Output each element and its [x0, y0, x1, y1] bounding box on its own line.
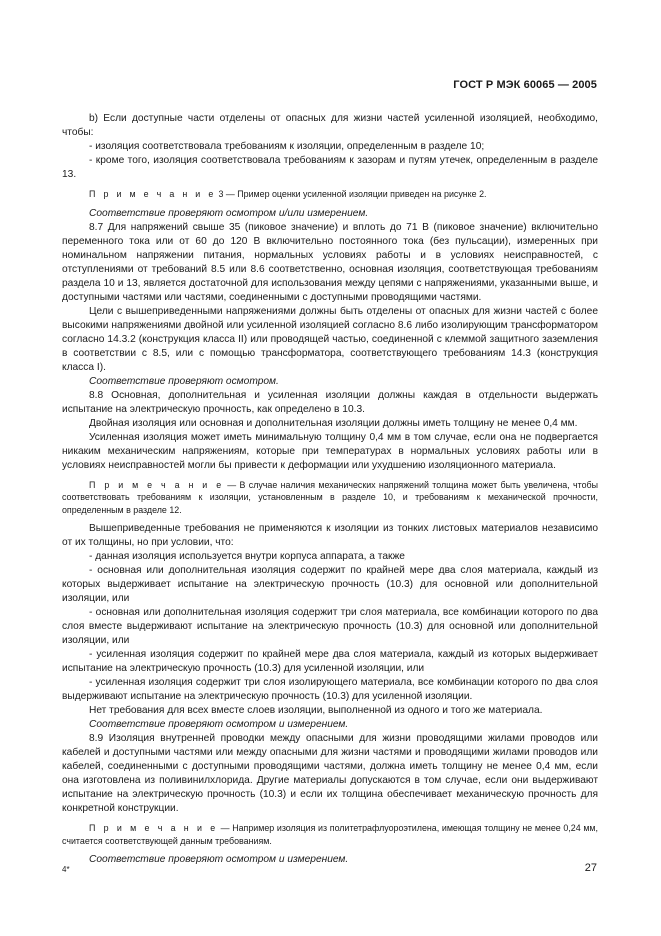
- paragraph: Двойная изоляция или основная и дополнительная изоляции должны иметь толщину не менее 0,4 мм.: [89, 417, 578, 429]
- note-text: — В случае наличия механических напряжений толщина может быть увеличена, чтобы соответствовать требованиям к изоляции, установленным в разделе 10, и требованиям к механической прочности, определенным в разделе 12.: [62, 479, 598, 515]
- note-label: П р и м е ч а н и е: [89, 479, 224, 490]
- paragraph: Нет требования для всех вместе слоев изоляции, выполненной из одного и того же материала.: [89, 705, 543, 716]
- list-item: - усиленная изоляция содержит три слоя изолирующего материала, все комбинации которого по два слоя выдерживают испытание на электрическую прочность (10.3) для усиленной изоляции.: [62, 677, 598, 702]
- note-text: — Например изоляция из политетрафлуороэтилена, имеющая толщину не менее 0,24 мм, считается соответствующей данным требованиям.: [62, 823, 599, 846]
- paragraph: b) Если доступные части отделены от опасных для жизни частей усиленной изоляцией, необходимо, чтобы:: [62, 113, 598, 138]
- list-item: - изоляция соответствовала требованиям к изоляции, определенным в разделе 10;: [89, 141, 485, 152]
- compliance-line: Соответствие проверяют осмотром и измерением.: [89, 854, 349, 865]
- list-item: - основная или дополнительная изоляция содержит по крайней мере два слоя материала, каждый из которых выдерживает испытание на электрическую прочность (10.3) для основной или дополнительной изоляции, или: [62, 565, 598, 604]
- note-text: 3 — Пример оценки усиленной изоляции приведен на рисунке 2.: [218, 189, 487, 199]
- page-number: 27: [584, 862, 597, 874]
- compliance-line: Соответствие проверяют осмотром и/или измерением.: [89, 207, 369, 219]
- note-label: П р и м е ч а н и е: [89, 189, 217, 199]
- compliance-line: Соответствие проверяют осмотром.: [89, 375, 279, 387]
- list-item: - кроме того, изоляция соответствовала требованиям к зазорам и путям утечек, определенным в разделе 13.: [62, 155, 598, 180]
- note: [62, 822, 598, 847]
- document-body: [62, 112, 598, 867]
- note: [62, 188, 598, 201]
- note: [62, 479, 598, 517]
- clause-8-8: 8.8 Основная, дополнительная и усиленная изоляции должны каждая в отдельности выдержать испытание на электрическую прочность, как определено в 10.3.: [62, 389, 598, 415]
- clause-8-9: 8.9 Изоляция внутренней проводки между опасными для жизни проводящими жилами проводов или кабелей и доступными частями или между опасными для жизни частями и проводящими жилами проводов или кабелей, соединенными с доступными проводящими частями, должна иметь толщину не менее 0,4 мм, если она изготовлена из поливинилхлорида. Другие материалы допускаются в том случае, если они выдерживают испытание на электрическую прочность (10.3) и если их толщина обеспечивает механическую прочность для конкретной конструкции.: [62, 733, 598, 814]
- list-item: - данная изоляция используется внутри корпуса аппарата, а также: [89, 551, 405, 562]
- list-item: - основная или дополнительная изоляция содержит три слоя материала, все комбинации которого по два слоя вместе выдерживают испытание на электрическую прочность (10.3) для основной или дополнительной изоляции, или: [62, 607, 598, 646]
- compliance-line: Соответствие проверяют осмотром и измерением.: [89, 719, 349, 730]
- paragraph: Цели с вышеприведенными напряжениями должны быть отделены от опасных для жизни частей с более высокими напряжениями двойной или усиленной изоляцией согласно 8.6 либо изолирующим трансформатором согласно 14.3.2 (конструкция класса II) или проводящей частью, соединенной с клеммой защитного заземления в соответствии с 8.5, или с помощью трансформатора, соответствующего требованиям 14.3 (конструкция класса I).: [62, 305, 598, 373]
- paragraph: Усиленная изоляция может иметь минимальную толщину 0,4 мм в том случае, если она не подвергается никаким механическим напряжениям, которые при температурах в нормальных условиях работы или в условиях неисправностей могли бы привести к деформации или ухудшению изоляционного материала.: [62, 431, 598, 471]
- signature-mark: 4*: [62, 865, 70, 874]
- paragraph: Вышеприведенные требования не применяются к изоляции из тонких листовых материалов независимо от их толщины, но при условии, что:: [62, 523, 598, 548]
- list-item: - усиленная изоляция содержит по крайней мере два слоя материала, каждый из которых выдерживает испытание на электрическую прочность (10.3) для усиленной изоляции, или: [62, 649, 598, 674]
- standard-header: ГОСТ Р МЭК 60065 — 2005: [453, 79, 597, 91]
- note-label: П р и м е ч а н и е: [89, 823, 218, 833]
- clause-8-7: 8.7 Для напряжений свыше 35 (пиковое значение) и вплоть до 71 В (пиковое значение) включительно переменного тока или от 60 до 120 В включительно постоянного тока (без пульсации), измеренных при номинальном напряжении питания, нормальных условиях работы и в условиях неисправностей, с отступлениями от требований 8.5 или 8.6 соответственно, основная изоляция, соответствующая требованиям раздела 10 и 13, является достаточной для использования между цепями с напряжениями, указанными выше, и доступными частями или частями, соединенными с доступными проводящими частями.: [62, 221, 598, 303]
